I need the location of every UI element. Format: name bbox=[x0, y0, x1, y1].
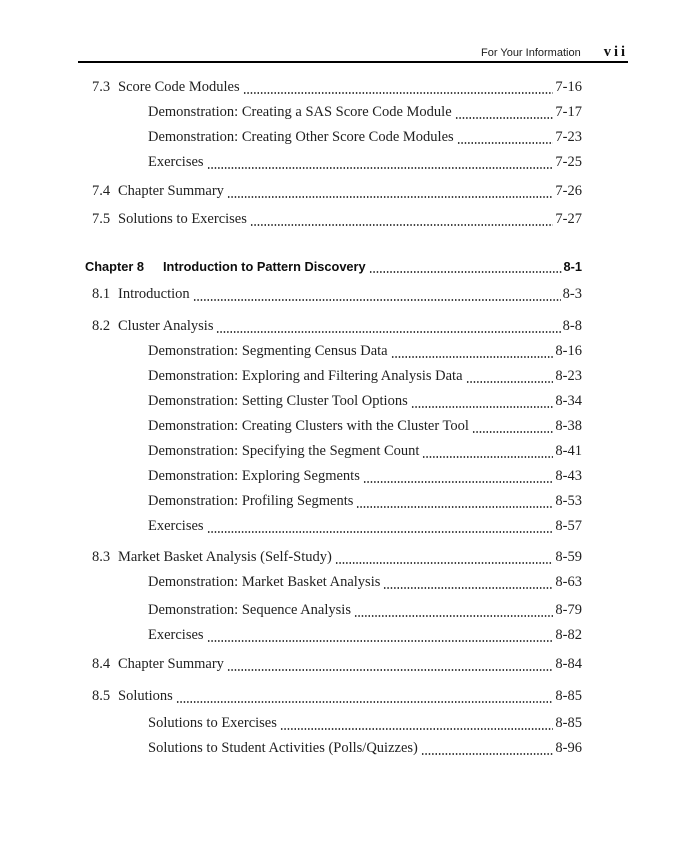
toc-entry-title: Demonstration: Market Basket Analysis bbox=[148, 574, 381, 590]
toc-entry-page: 8-16 bbox=[555, 343, 582, 359]
toc-entry-page: 8-3 bbox=[562, 286, 582, 302]
toc-entry-title: Demonstration: Profiling Segments bbox=[148, 493, 354, 509]
toc-entry-page: 8-59 bbox=[555, 549, 582, 565]
toc-chapter-page: 8-1 bbox=[563, 259, 582, 274]
toc-entry-title: Solutions to Exercises bbox=[148, 715, 277, 731]
toc-entry-page: 7-26 bbox=[555, 183, 582, 199]
toc-entry bbox=[92, 125, 582, 150]
dot-leader bbox=[391, 339, 554, 364]
toc-entry-page: 7-25 bbox=[555, 154, 582, 170]
toc-entry-title: Market Basket Analysis (Self-Study) bbox=[118, 549, 332, 565]
toc-entry bbox=[92, 652, 582, 677]
toc-entry-title: Solutions to Student Activities (Polls/Quizzes) bbox=[148, 740, 418, 756]
toc-chapter-title: Introduction to Pattern Discovery bbox=[163, 259, 366, 274]
dot-leader bbox=[243, 75, 554, 100]
toc-entry-page: 7-17 bbox=[555, 104, 582, 120]
toc-entry bbox=[92, 514, 582, 539]
dot-leader bbox=[383, 570, 553, 595]
toc-entry-page: 8-57 bbox=[555, 518, 582, 534]
toc-entry-number: 7.3 bbox=[92, 79, 111, 95]
toc-entry-page: 8-23 bbox=[555, 368, 582, 384]
toc-entry-title: Demonstration: Exploring Segments bbox=[148, 468, 360, 484]
toc-entry-title: Demonstration: Creating Other Score Code Modules bbox=[148, 129, 454, 145]
dot-leader bbox=[207, 514, 554, 539]
toc-entry-title: Demonstration: Sequence Analysis bbox=[148, 602, 351, 618]
toc-entry bbox=[92, 464, 582, 489]
toc-entry bbox=[92, 736, 582, 761]
toc-chapter-number: Chapter 8 bbox=[85, 259, 145, 274]
toc-entry bbox=[92, 598, 582, 623]
dot-leader bbox=[455, 100, 554, 125]
toc-entry bbox=[92, 314, 582, 339]
toc-entry-page: 8-85 bbox=[555, 688, 582, 704]
toc-chapter-entry bbox=[85, 254, 582, 279]
toc-entry-number: 8.1 bbox=[92, 286, 111, 302]
toc-entry-page: 8-84 bbox=[555, 656, 582, 672]
dot-leader bbox=[363, 464, 554, 489]
toc-entry-page: 8-53 bbox=[555, 493, 582, 509]
dot-leader bbox=[280, 711, 554, 736]
running-header-title: For Your Information bbox=[481, 47, 581, 59]
toc-entry-title: Exercises bbox=[148, 518, 204, 534]
running-header bbox=[481, 44, 628, 61]
toc-entry-title: Chapter Summary bbox=[118, 183, 224, 199]
toc-entry bbox=[92, 100, 582, 125]
table-of-contents bbox=[85, 75, 582, 761]
dot-leader bbox=[354, 598, 553, 623]
toc-entry-title: Demonstration: Setting Cluster Tool Options bbox=[148, 393, 408, 409]
toc-entry-title: Demonstration: Creating a SAS Score Code Module bbox=[148, 104, 452, 120]
toc-entry-page: 8-82 bbox=[555, 627, 582, 643]
toc-entry bbox=[92, 282, 582, 307]
dot-leader bbox=[207, 150, 554, 175]
toc-entry-title: Chapter Summary bbox=[118, 656, 224, 672]
toc-entry bbox=[92, 489, 582, 514]
dot-leader bbox=[356, 489, 553, 514]
dot-leader bbox=[176, 684, 554, 709]
dot-leader bbox=[472, 414, 554, 439]
toc-entry-title: Score Code Modules bbox=[118, 79, 240, 95]
toc-entry-page: 8-43 bbox=[555, 468, 582, 484]
toc-entry bbox=[92, 389, 582, 414]
toc-entry bbox=[92, 339, 582, 364]
dot-leader bbox=[466, 364, 554, 389]
toc-entry-page: 8-63 bbox=[555, 574, 582, 590]
page-number-folio: vii bbox=[603, 44, 628, 60]
toc-entry-page: 8-85 bbox=[555, 715, 582, 731]
dot-leader bbox=[411, 389, 554, 414]
toc-entry-number: 7.5 bbox=[92, 211, 111, 227]
toc-entry-title: Demonstration: Creating Clusters with the Cluster Tool bbox=[148, 418, 469, 434]
toc-entry-title: Demonstration: Specifying the Segment Count bbox=[148, 443, 420, 459]
dot-leader bbox=[227, 179, 553, 204]
dot-leader bbox=[193, 282, 561, 307]
dot-leader bbox=[216, 314, 560, 339]
dot-leader bbox=[335, 545, 554, 570]
header-rule bbox=[78, 61, 628, 63]
toc-entry-title: Demonstration: Exploring and Filtering Analysis Data bbox=[148, 368, 463, 384]
toc-entry bbox=[92, 684, 582, 709]
toc-entry bbox=[92, 150, 582, 175]
toc-entry-page: 8-96 bbox=[555, 740, 582, 756]
toc-entry-page: 8-8 bbox=[562, 318, 582, 334]
toc-entry-page: 8-79 bbox=[555, 602, 582, 618]
toc-entry-title: Introduction bbox=[118, 286, 190, 302]
dot-leader bbox=[207, 623, 554, 648]
toc-entry bbox=[92, 179, 582, 204]
toc-entry bbox=[92, 623, 582, 648]
toc-entry bbox=[92, 364, 582, 389]
toc-entry-title: Solutions to Exercises bbox=[118, 211, 247, 227]
toc-entry-page: 8-38 bbox=[555, 418, 582, 434]
toc-entry-number: 8.5 bbox=[92, 688, 111, 704]
toc-entry-title: Solutions bbox=[118, 688, 173, 704]
toc-entry-number: 7.4 bbox=[92, 183, 111, 199]
dot-leader bbox=[227, 652, 553, 677]
dot-leader bbox=[369, 254, 562, 279]
toc-entry bbox=[92, 570, 582, 595]
toc-entry bbox=[92, 207, 582, 232]
toc-entry-page: 7-16 bbox=[555, 79, 582, 95]
dot-leader bbox=[422, 439, 553, 464]
toc-entry bbox=[92, 545, 582, 570]
toc-entry-title: Cluster Analysis bbox=[118, 318, 214, 334]
toc-entry-number: 8.3 bbox=[92, 549, 111, 565]
toc-entry-page: 7-27 bbox=[555, 211, 582, 227]
toc-entry bbox=[92, 439, 582, 464]
toc-entry-page: 8-41 bbox=[555, 443, 582, 459]
toc-entry bbox=[92, 414, 582, 439]
dot-leader bbox=[421, 736, 554, 761]
toc-entry-title: Exercises bbox=[148, 627, 204, 643]
toc-entry-title: Demonstration: Segmenting Census Data bbox=[148, 343, 388, 359]
toc-entry-number: 8.4 bbox=[92, 656, 111, 672]
toc-entry-number: 8.2 bbox=[92, 318, 111, 334]
toc-entry bbox=[92, 75, 582, 100]
toc-entry-title: Exercises bbox=[148, 154, 204, 170]
toc-entry-page: 8-34 bbox=[555, 393, 582, 409]
dot-leader bbox=[250, 207, 554, 232]
toc-entry-page: 7-23 bbox=[555, 129, 582, 145]
dot-leader bbox=[457, 125, 554, 150]
toc-entry bbox=[92, 711, 582, 736]
